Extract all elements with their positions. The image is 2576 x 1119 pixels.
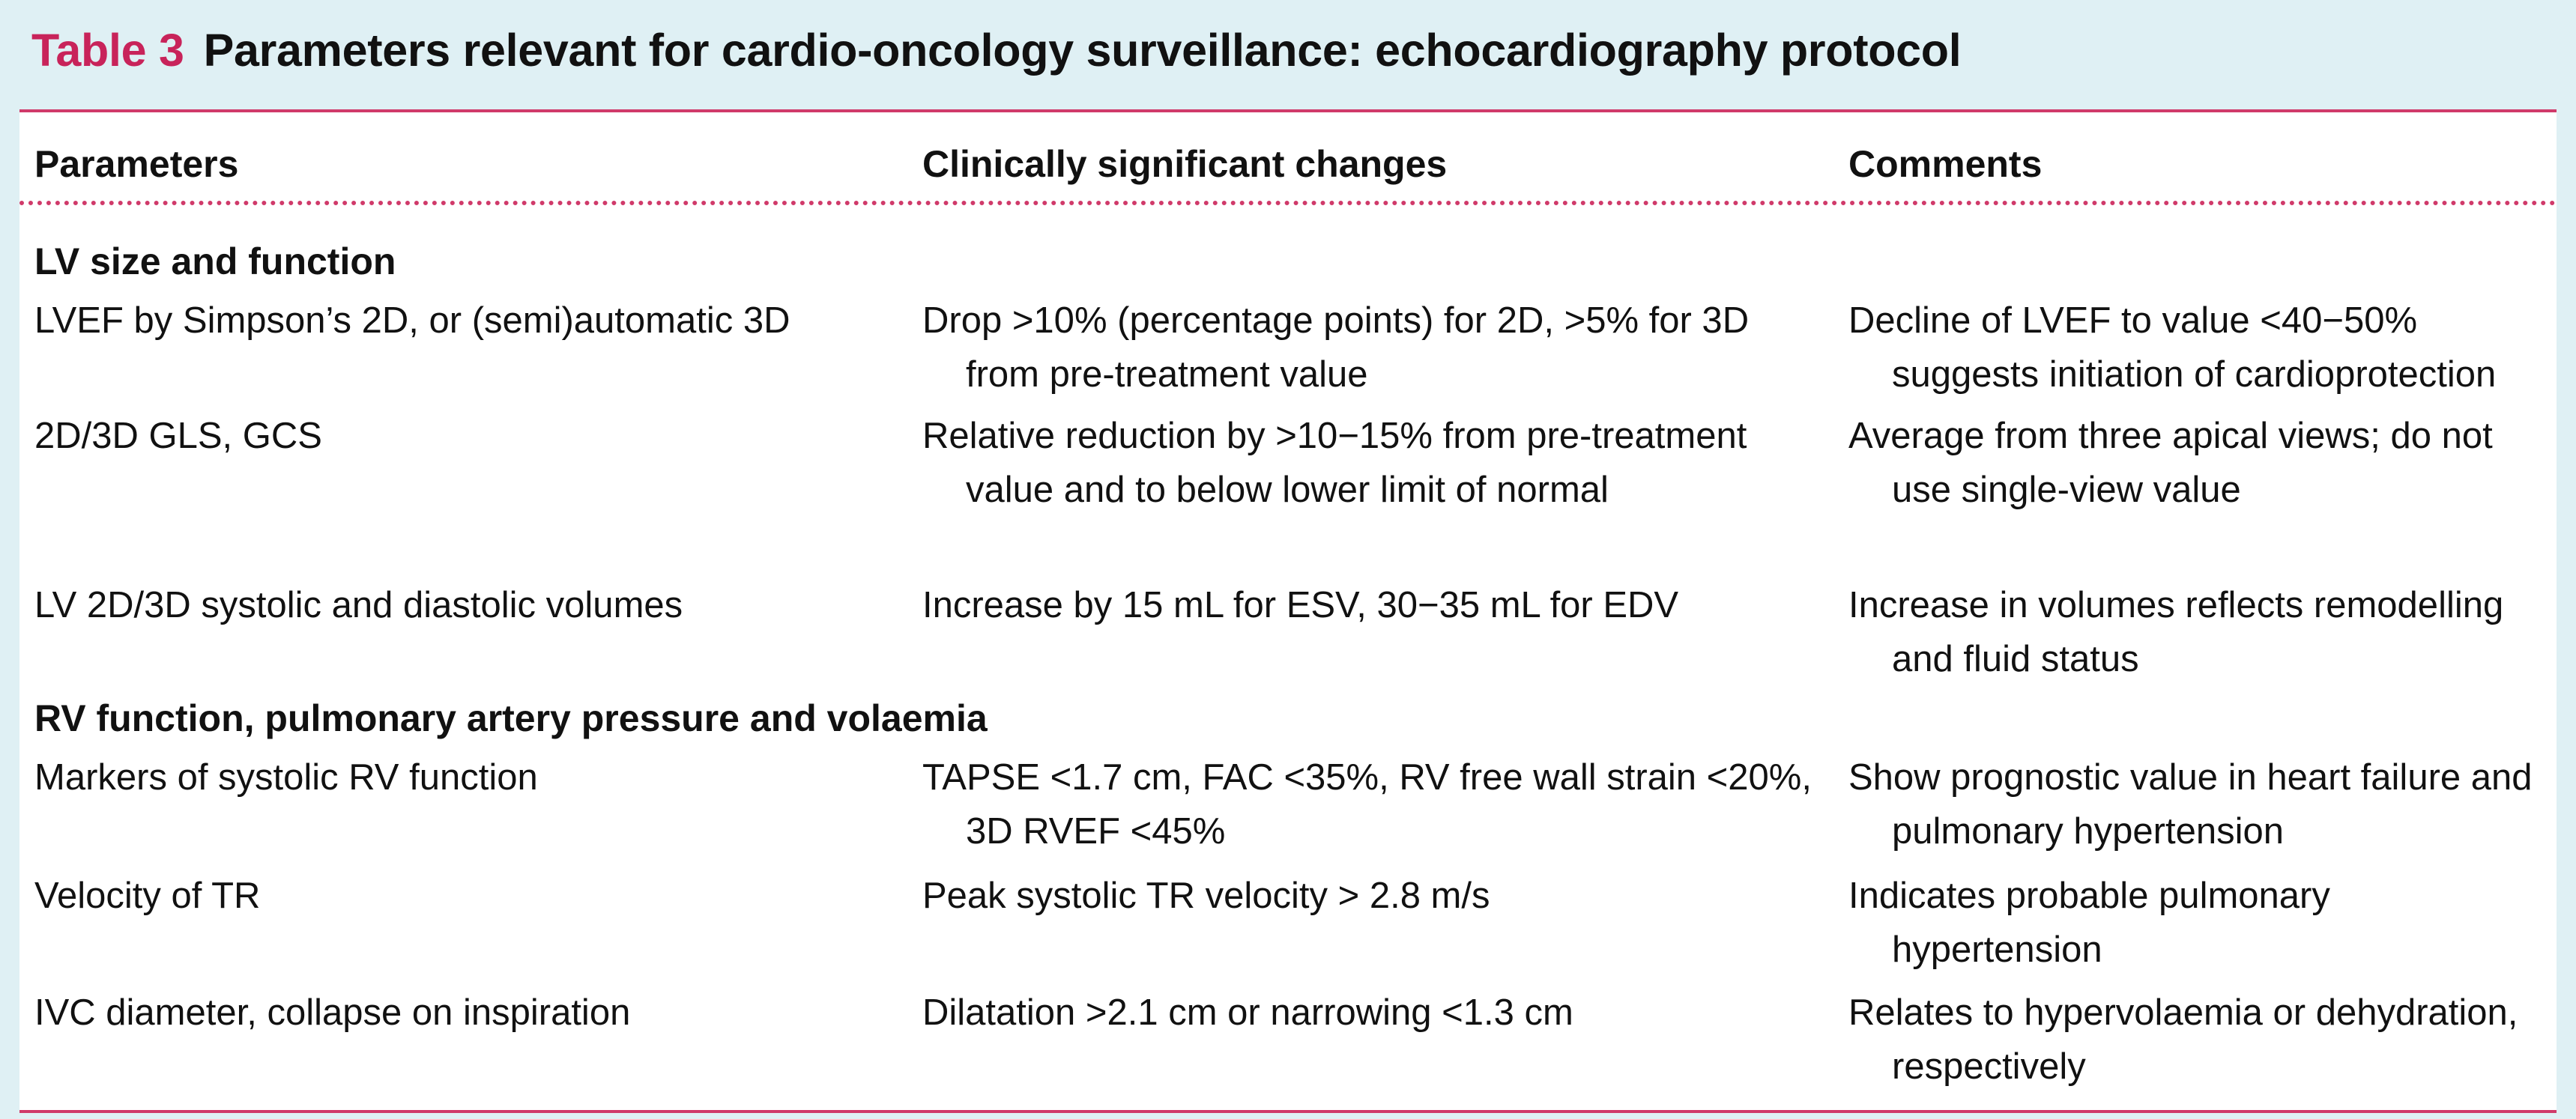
table-cell-comment: Average from three apical views; do not use single-view value [1848,416,2493,510]
table-cell-comment: Show prognostic value in heart failure and pulmonary hypertension [1848,757,2533,852]
table-cell-change: TAPSE <1.7 cm, FAC <35%, RV free wall strain <20%, 3D RVEF <45% [922,757,1812,852]
table-cell-parameter: 2D/3D GLS, GCS [34,416,322,456]
column-header-changes: Clinically significant changes [922,143,1448,185]
table [19,109,2557,1113]
table-cell-parameter: IVC diameter, collapse on inspiration [34,992,631,1033]
table-label: Table 3 [31,25,184,76]
table-cell-parameter: LV 2D/3D systolic and diastolic volumes [34,585,683,625]
table-cell-parameter: Velocity of TR [34,876,261,916]
table-cell-comment: Decline of LVEF to value <40−50% suggests initiation of cardioprotection [1848,300,2497,395]
table-cell-comment: Relates to hypervolaemia or dehydration, respectively [1848,992,2518,1087]
table-cell-change: Relative reduction by >10−15% from pre-treatment value and to below lower limit of normal [922,416,1747,510]
table-header-row [19,112,2557,205]
table-cell-comment: Indicates probable pulmonary hypertension [1848,876,2330,970]
table-cell-comment: Increase in volumes reflects remodelling and fluid status [1848,585,2504,679]
table-cell-change: Peak systolic TR velocity > 2.8 m/s [922,876,1490,916]
section-heading-lv: LV size and function [34,240,396,282]
column-header-comments: Comments [1848,143,2043,185]
column-header-parameters: Parameters [34,143,239,185]
table-cell-parameter: Markers of systolic RV function [34,757,538,798]
table-cell-change: Dilatation >2.1 cm or narrowing <1.3 cm [922,992,1573,1033]
table-title: Parameters relevant for cardio-oncology surveillance: echocardiography protocol [203,25,1962,76]
table-cell-change: Increase by 15 mL for ESV, 30−35 mL for EDV [922,585,1679,625]
table-caption [31,16,1961,84]
table-cell-change: Drop >10% (percentage points) for 2D, >5% for 3D from pre-treatment value [922,300,1750,395]
table-cell-parameter: LVEF by Simpson’s 2D, or (semi)automatic 3D [34,300,790,341]
section-heading-rv: RV function, pulmonary artery pressure and volaemia [34,697,988,739]
